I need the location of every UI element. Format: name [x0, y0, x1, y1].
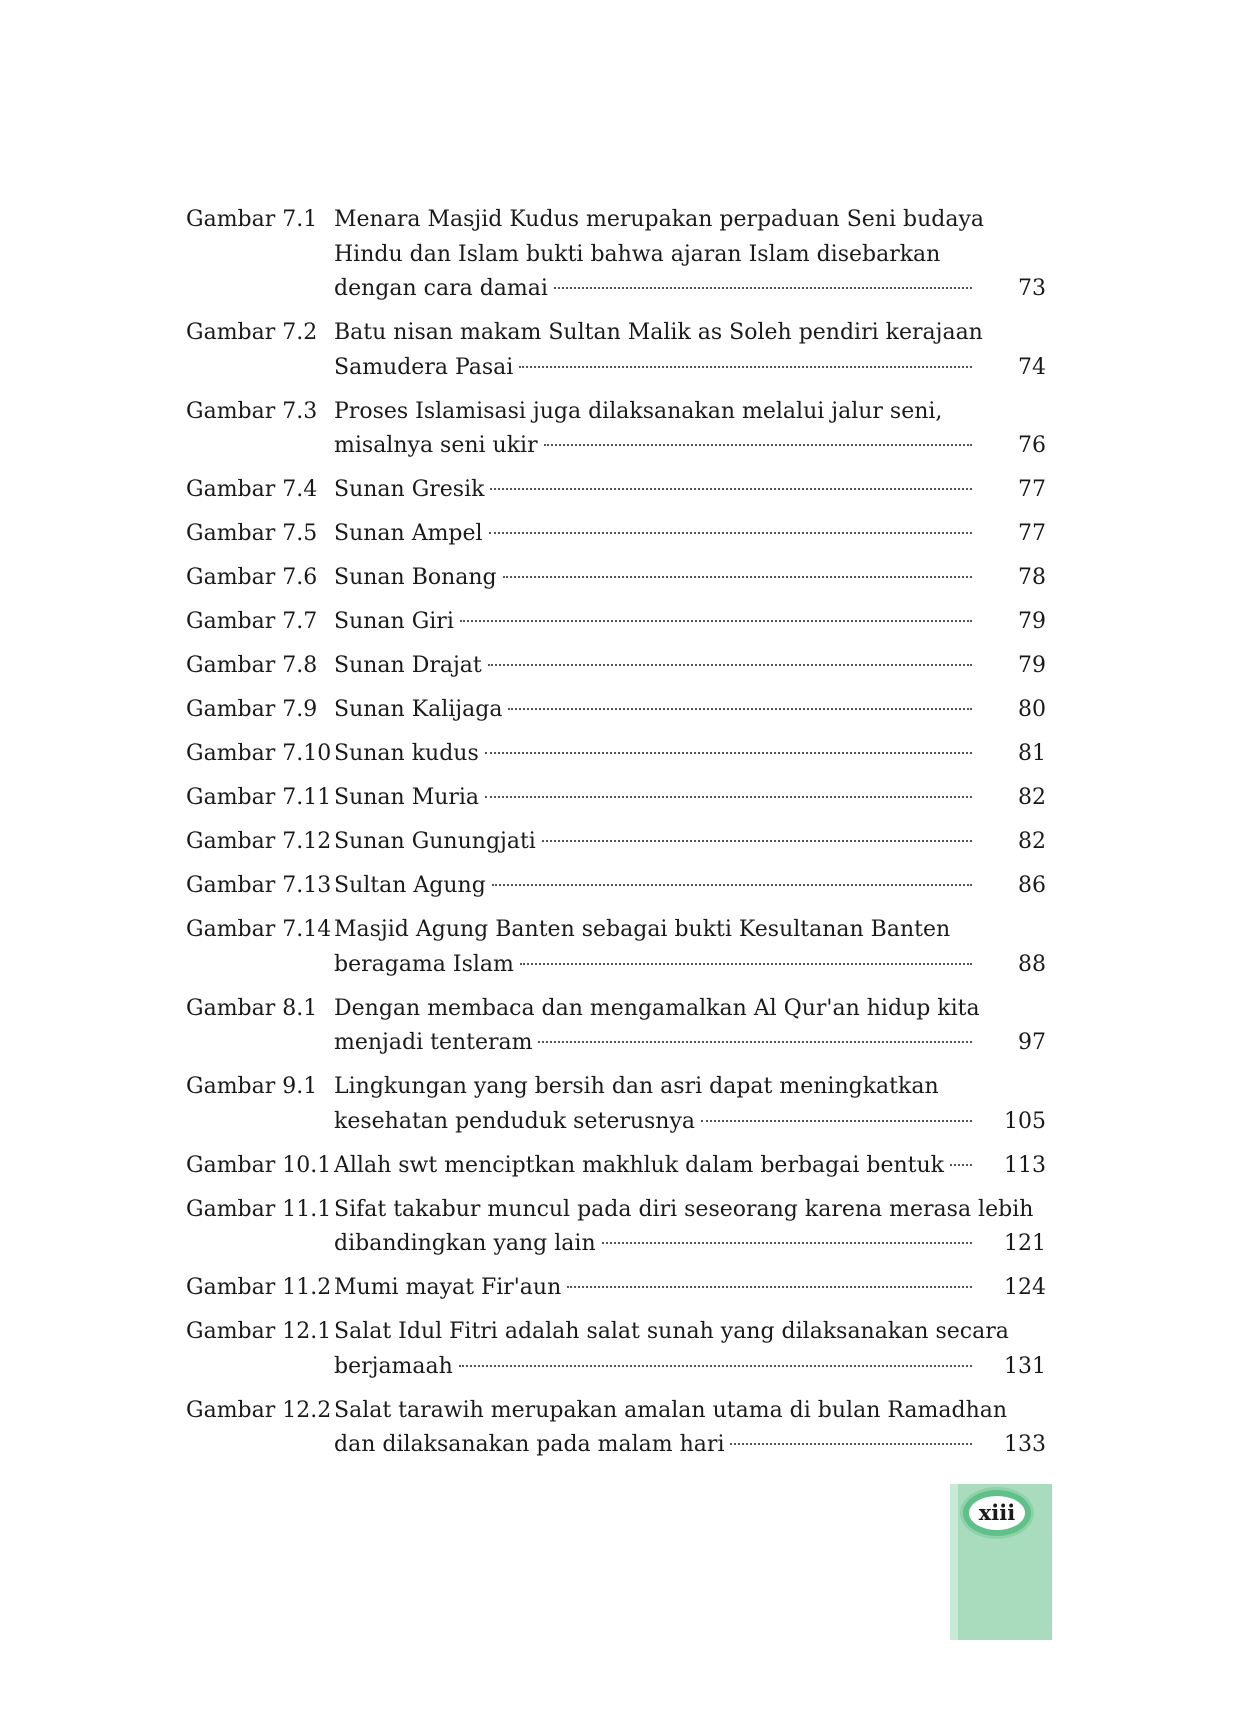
figure-entry: [186, 395, 1046, 464]
page-ref: 79: [1018, 653, 1046, 678]
figure-entry: [186, 737, 1046, 772]
caption-line: Sunan Giri: [334, 609, 454, 634]
figure-caption: [334, 737, 1046, 772]
caption-line: Batu nisan makam Sultan Malik as Soleh pendiri kerajaan: [334, 320, 983, 345]
caption-line: Lingkungan yang bersih dan asri dapat meningkatkan: [334, 1074, 939, 1099]
dot-leader: [520, 963, 972, 965]
figure-entry: [186, 203, 1046, 307]
figure-caption: [334, 473, 1046, 508]
dot-leader: [602, 1242, 972, 1244]
figure-entry: [186, 1193, 1046, 1262]
figure-entry: [186, 605, 1046, 640]
caption-last-line: [334, 869, 1046, 904]
figure-label: Gambar 8.1: [186, 995, 318, 1021]
dot-leader: [701, 1120, 972, 1122]
page-ref: 97: [1018, 1030, 1046, 1055]
figure-label: Gambar 12.2: [186, 1397, 332, 1423]
caption-last-line: [334, 693, 1046, 728]
figure-caption: [334, 1315, 1046, 1384]
page-ref: 105: [1004, 1108, 1046, 1134]
page-ref: 77: [1018, 477, 1046, 502]
caption-last-line: [334, 561, 1046, 596]
dot-leader: [503, 576, 972, 578]
caption-line: Samudera Pasai: [334, 354, 514, 380]
page-ref: 80: [1018, 697, 1046, 722]
dot-leader: [567, 1286, 972, 1288]
figure-entry: [186, 1394, 1046, 1463]
figure-label: Gambar 7.13: [186, 873, 332, 898]
figure-caption: [334, 395, 1046, 464]
page-ref: 113: [1004, 1152, 1046, 1178]
page-number-badge: [963, 1490, 1031, 1536]
figure-caption: [334, 1193, 1046, 1262]
figure-caption: [334, 203, 1046, 307]
figure-caption: [334, 517, 1046, 552]
caption-line: Masjid Agung Banten sebagai bukti Kesultanan Banten: [334, 917, 951, 942]
figure-entry: [186, 825, 1046, 860]
page-ref: 82: [1018, 785, 1046, 810]
figure-label: Gambar 9.1: [186, 1074, 318, 1099]
caption-line: menjadi tenteram: [334, 1030, 533, 1055]
figure-caption: [334, 869, 1046, 904]
figure-entry: [186, 1271, 1046, 1306]
caption-line: Mumi mayat Fir'aun: [334, 1275, 562, 1300]
dot-leader: [950, 1164, 972, 1166]
figure-entry: [186, 1070, 1046, 1139]
figure-label: Gambar 7.10: [186, 741, 332, 766]
page-ref: 73: [1018, 276, 1046, 301]
page-ref: 133: [1004, 1432, 1046, 1457]
caption-line: Menara Masjid Kudus merupakan perpaduan Seni budaya: [334, 207, 984, 232]
caption-line: Sunan Ampel: [334, 521, 483, 546]
dot-leader: [490, 488, 972, 490]
caption-line: Sunan Bonang: [334, 565, 497, 590]
figure-caption: [334, 1271, 1046, 1306]
figure-label: Gambar 7.1: [186, 207, 318, 232]
dot-leader: [485, 796, 972, 798]
figure-entry: [186, 913, 1046, 982]
dot-leader: [489, 532, 972, 534]
caption-last-line: [334, 948, 1046, 983]
figure-label: Gambar 12.1: [186, 1319, 332, 1344]
dot-leader: [542, 840, 972, 842]
caption-line: Sifat takabur muncul pada diri seseorang karena merasa lebih: [334, 1196, 1034, 1222]
figure-caption: [334, 913, 1046, 982]
caption-line: berjamaah: [334, 1353, 453, 1379]
figure-label: Gambar 7.8: [186, 653, 318, 678]
figure-entry: [186, 1149, 1046, 1184]
caption-line: Sunan Drajat: [334, 653, 482, 678]
dot-leader: [730, 1443, 972, 1445]
caption-last-line: [334, 351, 1046, 386]
figure-label: Gambar 7.9: [186, 697, 318, 722]
figure-caption: [334, 316, 1046, 385]
caption-last-line: [334, 429, 1046, 464]
page-ref: 79: [1018, 609, 1046, 634]
dot-leader: [554, 287, 972, 289]
caption-line: Salat tarawih merupakan amalan utama di bulan Ramadhan: [334, 1397, 1008, 1423]
caption-line: Hindu dan Islam bukti bahwa ajaran Islam disebarkan: [334, 241, 941, 267]
figure-caption: [334, 693, 1046, 728]
caption-line: Sunan Muria: [334, 785, 480, 810]
figure-label: Gambar 7.4: [186, 477, 318, 502]
dot-leader: [519, 366, 972, 368]
figure-caption: [334, 825, 1046, 860]
caption-line: Dengan membaca dan mengamalkan Al Qur'an hidup kita: [334, 995, 980, 1021]
caption-line: dibandingkan yang lain: [334, 1231, 596, 1256]
caption-line: kesehatan penduduk seterusnya: [334, 1108, 696, 1134]
figure-label: Gambar 7.2: [186, 320, 318, 345]
figure-entry: [186, 316, 1046, 385]
figure-entry: [186, 561, 1046, 596]
figure-caption: [334, 1070, 1046, 1139]
dot-leader: [488, 664, 972, 666]
page-number: xiii: [978, 1499, 1016, 1525]
caption-last-line: [334, 737, 1046, 772]
figure-label: Gambar 11.2: [186, 1275, 332, 1300]
figure-label: Gambar 7.14: [186, 917, 332, 942]
page-ref: 74: [1018, 354, 1046, 380]
page-ref: 124: [1004, 1275, 1046, 1300]
caption-last-line: [334, 1149, 1046, 1184]
caption-line: beragama Islam: [334, 951, 514, 977]
dot-leader: [459, 1365, 972, 1367]
caption-line: Proses Islamisasi juga dilaksanakan melalui jalur seni,: [334, 398, 943, 424]
figure-label: Gambar 7.3: [186, 398, 318, 424]
figure-entry: [186, 649, 1046, 684]
caption-last-line: [334, 473, 1046, 508]
caption-line: Salat Idul Fitri adalah salat sunah yang dilaksanakan secara: [334, 1319, 1009, 1344]
caption-line: dengan cara damai: [334, 276, 548, 301]
figure-caption: [334, 992, 1046, 1061]
figure-caption: [334, 605, 1046, 640]
figure-label: Gambar 10.1: [186, 1152, 332, 1178]
page-ref: 121: [1004, 1231, 1046, 1256]
figure-entry: [186, 473, 1046, 508]
figure-label: Gambar 7.6: [186, 565, 318, 590]
page-ref: 88: [1018, 951, 1046, 977]
caption-line: Sultan Agung: [334, 873, 486, 898]
caption-last-line: [334, 1271, 1046, 1306]
figure-caption: [334, 1394, 1046, 1463]
figure-entry: [186, 992, 1046, 1061]
caption-last-line: [334, 649, 1046, 684]
figure-label: Gambar 7.11: [186, 785, 332, 810]
page-ref: 81: [1018, 741, 1046, 766]
figure-entry: [186, 517, 1046, 552]
figure-caption: [334, 649, 1046, 684]
dot-leader: [544, 444, 972, 446]
caption-last-line: [334, 517, 1046, 552]
figure-label: Gambar 7.7: [186, 609, 318, 634]
caption-last-line: [334, 1350, 1046, 1385]
caption-line: dan dilaksanakan pada malam hari: [334, 1432, 725, 1457]
page-ref: 86: [1018, 873, 1046, 898]
caption-last-line: [334, 825, 1046, 860]
caption-last-line: [334, 1227, 1046, 1262]
dot-leader: [460, 620, 972, 622]
dot-leader: [538, 1041, 972, 1043]
figure-entry: [186, 781, 1046, 816]
caption-last-line: [334, 1428, 1046, 1463]
figure-entry: [186, 693, 1046, 728]
caption-line: Sunan Gresik: [334, 477, 485, 502]
page-ref: 76: [1018, 433, 1046, 458]
caption-last-line: [334, 1026, 1046, 1061]
caption-last-line: [334, 1105, 1046, 1140]
caption-line: Sunan kudus: [334, 741, 479, 766]
figure-label: Gambar 7.5: [186, 521, 318, 546]
dot-leader: [492, 884, 972, 886]
page-ref: 131: [1004, 1353, 1046, 1379]
caption-last-line: [334, 605, 1046, 640]
figure-label: Gambar 11.1: [186, 1196, 332, 1222]
caption-line: misalnya seni ukir: [334, 433, 538, 458]
figure-caption: [334, 1149, 1046, 1184]
figure-caption: [334, 781, 1046, 816]
page-ref: 82: [1018, 829, 1046, 854]
figure-entry: [186, 1315, 1046, 1384]
caption-line: Allah swt menciptkan makhluk dalam berbagai bentuk: [334, 1152, 945, 1178]
caption-line: Sunan Kalijaga: [334, 697, 503, 722]
figure-label: Gambar 7.12: [186, 829, 332, 854]
figure-entry: [186, 869, 1046, 904]
page-ref: 77: [1018, 521, 1046, 546]
dot-leader: [508, 708, 972, 710]
caption-line: Sunan Gunungjati: [334, 829, 536, 854]
page-ref: 78: [1018, 565, 1046, 590]
dot-leader: [485, 752, 972, 754]
caption-last-line: [334, 781, 1046, 816]
caption-last-line: [334, 272, 1046, 307]
list-of-figures: [186, 203, 1046, 1472]
figure-caption: [334, 561, 1046, 596]
